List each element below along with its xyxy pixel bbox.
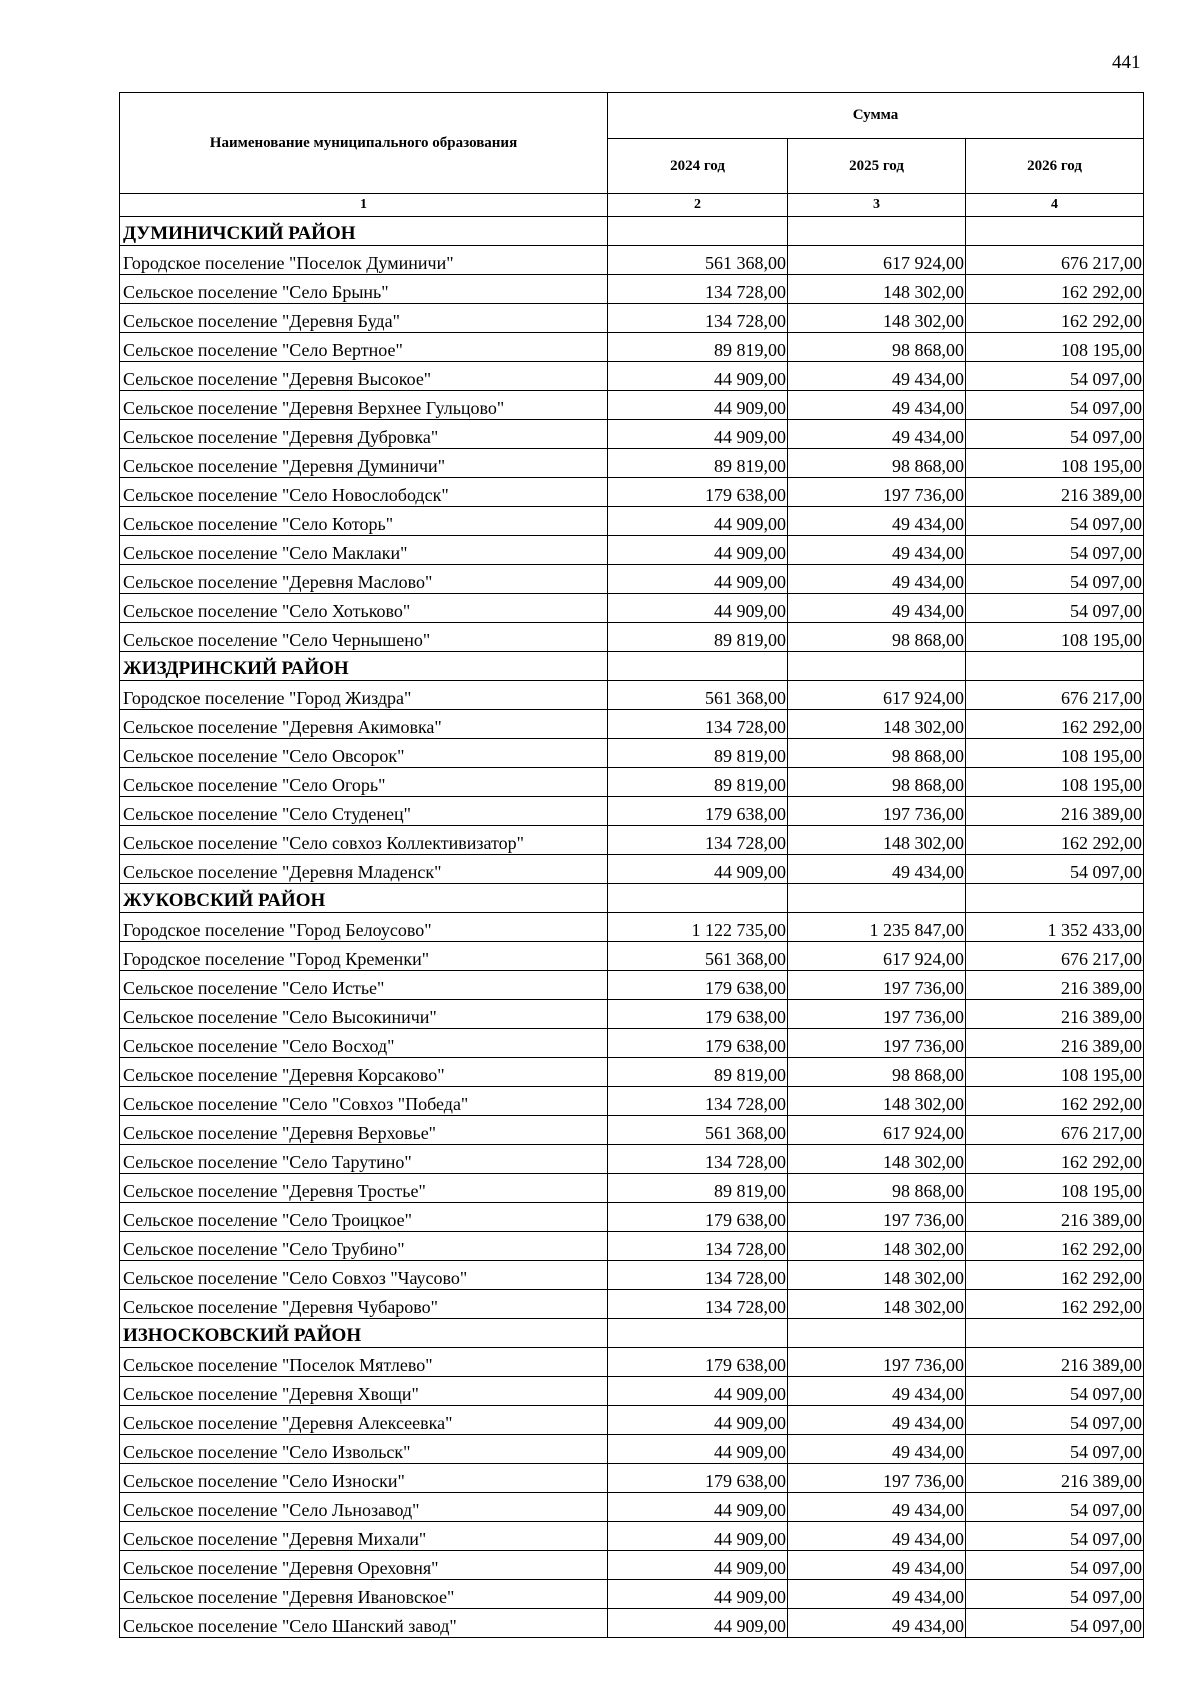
- empty-cell: [966, 1319, 1144, 1348]
- municipality-name-cell: Городское поселение "Поселок Думиничи": [120, 246, 608, 275]
- table-row: [120, 565, 1144, 594]
- table-row: [120, 1029, 1144, 1058]
- municipality-name-cell: Сельское поселение "Село Износки": [120, 1464, 608, 1493]
- table-row: [120, 275, 1144, 304]
- table-row: [120, 1087, 1144, 1116]
- table-row: [120, 681, 1144, 710]
- column-number: 3: [788, 194, 966, 217]
- amount-2024-cell: 561 368,00: [608, 246, 788, 275]
- table-row: [120, 1290, 1144, 1319]
- municipality-name-cell: Сельское поселение "Село Тарутино": [120, 1145, 608, 1174]
- amount-2025-cell: 617 924,00: [788, 1116, 966, 1145]
- municipality-name-cell: Сельское поселение "Село Хотьково": [120, 594, 608, 623]
- municipality-name-cell: Сельское поселение "Деревня Ореховня": [120, 1551, 608, 1580]
- municipality-name-cell: Сельское поселение "Деревня Михали": [120, 1522, 608, 1551]
- amount-2025-cell: 49 434,00: [788, 565, 966, 594]
- header-year-2026: 2026 год: [966, 139, 1144, 194]
- amount-2026-cell: 216 389,00: [966, 797, 1144, 826]
- district-title: ЖИЗДРИНСКИЙ РАЙОН: [120, 652, 608, 681]
- empty-cell: [788, 217, 966, 246]
- amount-2026-cell: 54 097,00: [966, 1493, 1144, 1522]
- amount-2025-cell: 148 302,00: [788, 1261, 966, 1290]
- amount-2025-cell: 49 434,00: [788, 1580, 966, 1609]
- empty-cell: [608, 1319, 788, 1348]
- amount-2024-cell: 179 638,00: [608, 971, 788, 1000]
- amount-2025-cell: 617 924,00: [788, 681, 966, 710]
- amount-2025-cell: 197 736,00: [788, 1203, 966, 1232]
- municipality-name-cell: Сельское поселение "Село Чернышено": [120, 623, 608, 652]
- amount-2025-cell: 49 434,00: [788, 536, 966, 565]
- amount-2026-cell: 216 389,00: [966, 1348, 1144, 1377]
- amount-2025-cell: 49 434,00: [788, 1551, 966, 1580]
- municipality-name-cell: Сельское поселение "Село Извольск": [120, 1435, 608, 1464]
- budget-table: [119, 92, 1144, 1638]
- column-number: 1: [120, 194, 608, 217]
- column-number: 4: [966, 194, 1144, 217]
- municipality-name-cell: Сельское поселение "Деревня Думиничи": [120, 449, 608, 478]
- table-row: [120, 1145, 1144, 1174]
- amount-2025-cell: 197 736,00: [788, 1464, 966, 1493]
- amount-2026-cell: 108 195,00: [966, 1174, 1144, 1203]
- amount-2025-cell: 49 434,00: [788, 1609, 966, 1638]
- table-row: [120, 420, 1144, 449]
- table-row: [120, 1435, 1144, 1464]
- amount-2026-cell: 54 097,00: [966, 1377, 1144, 1406]
- amount-2024-cell: 179 638,00: [608, 478, 788, 507]
- table-row: [120, 1522, 1144, 1551]
- amount-2025-cell: 49 434,00: [788, 1493, 966, 1522]
- amount-2025-cell: 197 736,00: [788, 797, 966, 826]
- amount-2025-cell: 197 736,00: [788, 1000, 966, 1029]
- amount-2024-cell: 134 728,00: [608, 1087, 788, 1116]
- table-row: [120, 507, 1144, 536]
- municipality-name-cell: Сельское поселение "Село Совхоз "Чаусово": [120, 1261, 608, 1290]
- amount-2025-cell: 148 302,00: [788, 710, 966, 739]
- table-row: [120, 913, 1144, 942]
- municipality-name-cell: Сельское поселение "Деревня Верхнее Гульцово": [120, 391, 608, 420]
- amount-2026-cell: 162 292,00: [966, 1232, 1144, 1261]
- amount-2026-cell: 162 292,00: [966, 826, 1144, 855]
- municipality-name-cell: Сельское поселение "Село Истье": [120, 971, 608, 1000]
- amount-2025-cell: 98 868,00: [788, 623, 966, 652]
- district-header-row: [120, 652, 1144, 681]
- amount-2026-cell: 54 097,00: [966, 507, 1144, 536]
- empty-cell: [966, 652, 1144, 681]
- district-title: ЖУКОВСКИЙ РАЙОН: [120, 884, 608, 913]
- amount-2025-cell: 617 924,00: [788, 942, 966, 971]
- amount-2024-cell: 44 909,00: [608, 536, 788, 565]
- amount-2025-cell: 617 924,00: [788, 246, 966, 275]
- municipality-name-cell: Сельское поселение "Деревня Акимовка": [120, 710, 608, 739]
- municipality-name-cell: Сельское поселение "Деревня Верховье": [120, 1116, 608, 1145]
- amount-2025-cell: 49 434,00: [788, 1435, 966, 1464]
- amount-2026-cell: 54 097,00: [966, 1406, 1144, 1435]
- amount-2025-cell: 1 235 847,00: [788, 913, 966, 942]
- amount-2026-cell: 108 195,00: [966, 768, 1144, 797]
- amount-2026-cell: 216 389,00: [966, 971, 1144, 1000]
- table-row: [120, 739, 1144, 768]
- district-title: ИЗНОСКОВСКИЙ РАЙОН: [120, 1319, 608, 1348]
- amount-2025-cell: 148 302,00: [788, 304, 966, 333]
- amount-2026-cell: 676 217,00: [966, 942, 1144, 971]
- amount-2024-cell: 134 728,00: [608, 710, 788, 739]
- table-row: [120, 304, 1144, 333]
- municipality-name-cell: Сельское поселение "Село Шанский завод": [120, 1609, 608, 1638]
- amount-2026-cell: 108 195,00: [966, 1058, 1144, 1087]
- amount-2026-cell: 54 097,00: [966, 1522, 1144, 1551]
- district-header-row: [120, 217, 1144, 246]
- amount-2026-cell: 108 195,00: [966, 333, 1144, 362]
- amount-2024-cell: 134 728,00: [608, 304, 788, 333]
- amount-2025-cell: 197 736,00: [788, 971, 966, 1000]
- column-numbers-row: [120, 194, 1144, 217]
- amount-2026-cell: 216 389,00: [966, 1464, 1144, 1493]
- header-year-2025: 2025 год: [788, 139, 966, 194]
- amount-2024-cell: 44 909,00: [608, 391, 788, 420]
- amount-2026-cell: 54 097,00: [966, 1435, 1144, 1464]
- amount-2024-cell: 89 819,00: [608, 1058, 788, 1087]
- header-year-2024: 2024 год: [608, 139, 788, 194]
- amount-2024-cell: 44 909,00: [608, 420, 788, 449]
- municipality-name-cell: Сельское поселение "Деревня Алексеевка": [120, 1406, 608, 1435]
- municipality-name-cell: Сельское поселение "Деревня Хвощи": [120, 1377, 608, 1406]
- amount-2024-cell: 44 909,00: [608, 594, 788, 623]
- amount-2026-cell: 676 217,00: [966, 1116, 1144, 1145]
- amount-2024-cell: 561 368,00: [608, 681, 788, 710]
- amount-2025-cell: 197 736,00: [788, 1029, 966, 1058]
- table-row: [120, 478, 1144, 507]
- amount-2024-cell: 89 819,00: [608, 333, 788, 362]
- amount-2026-cell: 54 097,00: [966, 1580, 1144, 1609]
- table-row: [120, 333, 1144, 362]
- municipality-name-cell: Сельское поселение "Село Трубино": [120, 1232, 608, 1261]
- amount-2025-cell: 148 302,00: [788, 1290, 966, 1319]
- amount-2026-cell: 54 097,00: [966, 536, 1144, 565]
- amount-2024-cell: 179 638,00: [608, 1029, 788, 1058]
- table-row: [120, 449, 1144, 478]
- amount-2026-cell: 162 292,00: [966, 1145, 1144, 1174]
- amount-2026-cell: 54 097,00: [966, 565, 1144, 594]
- amount-2024-cell: 44 909,00: [608, 1377, 788, 1406]
- municipality-name-cell: Городское поселение "Город Кременки": [120, 942, 608, 971]
- municipality-name-cell: Сельское поселение "Деревня Чубарово": [120, 1290, 608, 1319]
- municipality-name-cell: Сельское поселение "Деревня Высокое": [120, 362, 608, 391]
- amount-2026-cell: 162 292,00: [966, 1087, 1144, 1116]
- table-row: [120, 710, 1144, 739]
- amount-2024-cell: 134 728,00: [608, 1290, 788, 1319]
- municipality-name-cell: Сельское поселение "Деревня Корсаково": [120, 1058, 608, 1087]
- municipality-name-cell: Сельское поселение "Деревня Младенск": [120, 855, 608, 884]
- table-row: [120, 1580, 1144, 1609]
- municipality-name-cell: Сельское поселение "Село Новослободск": [120, 478, 608, 507]
- amount-2026-cell: 1 352 433,00: [966, 913, 1144, 942]
- amount-2024-cell: 44 909,00: [608, 1551, 788, 1580]
- amount-2024-cell: 134 728,00: [608, 1145, 788, 1174]
- empty-cell: [608, 217, 788, 246]
- amount-2026-cell: 54 097,00: [966, 362, 1144, 391]
- amount-2024-cell: 44 909,00: [608, 1435, 788, 1464]
- amount-2024-cell: 179 638,00: [608, 1348, 788, 1377]
- amount-2026-cell: 54 097,00: [966, 1609, 1144, 1638]
- table-row: [120, 768, 1144, 797]
- table-row: [120, 536, 1144, 565]
- district-header-row: [120, 1319, 1144, 1348]
- amount-2024-cell: 1 122 735,00: [608, 913, 788, 942]
- table-header: [120, 93, 1144, 217]
- empty-cell: [966, 884, 1144, 913]
- municipality-name-cell: Сельское поселение "Село Вертное": [120, 333, 608, 362]
- amount-2024-cell: 134 728,00: [608, 275, 788, 304]
- empty-cell: [608, 652, 788, 681]
- amount-2026-cell: 108 195,00: [966, 739, 1144, 768]
- table-row: [120, 1493, 1144, 1522]
- amount-2025-cell: 197 736,00: [788, 478, 966, 507]
- amount-2026-cell: 54 097,00: [966, 420, 1144, 449]
- amount-2024-cell: 89 819,00: [608, 623, 788, 652]
- district-title: ДУМИНИЧСКИЙ РАЙОН: [120, 217, 608, 246]
- amount-2026-cell: 54 097,00: [966, 855, 1144, 884]
- amount-2024-cell: 44 909,00: [608, 855, 788, 884]
- table-row: [120, 1406, 1144, 1435]
- amount-2025-cell: 49 434,00: [788, 420, 966, 449]
- municipality-name-cell: Сельское поселение "Село Которь": [120, 507, 608, 536]
- municipality-name-cell: Сельское поселение "Село совхоз Коллективизатор": [120, 826, 608, 855]
- table-row: [120, 1551, 1144, 1580]
- municipality-name-cell: Городское поселение "Город Жиздра": [120, 681, 608, 710]
- amount-2024-cell: 561 368,00: [608, 942, 788, 971]
- municipality-name-cell: Сельское поселение "Деревня Дубровка": [120, 420, 608, 449]
- amount-2025-cell: 49 434,00: [788, 855, 966, 884]
- amount-2026-cell: 162 292,00: [966, 710, 1144, 739]
- table-row: [120, 971, 1144, 1000]
- municipality-name-cell: Городское поселение "Город Белоусово": [120, 913, 608, 942]
- municipality-name-cell: Сельское поселение "Село Восход": [120, 1029, 608, 1058]
- amount-2024-cell: 134 728,00: [608, 1232, 788, 1261]
- table-row: [120, 1377, 1144, 1406]
- empty-cell: [966, 217, 1144, 246]
- table-row: [120, 1058, 1144, 1087]
- table-row: [120, 1116, 1144, 1145]
- table-row: [120, 1464, 1144, 1493]
- municipality-name-cell: Сельское поселение "Село Маклаки": [120, 536, 608, 565]
- amount-2026-cell: 676 217,00: [966, 246, 1144, 275]
- municipality-name-cell: Сельское поселение "Деревня Маслово": [120, 565, 608, 594]
- amount-2024-cell: 134 728,00: [608, 826, 788, 855]
- amount-2026-cell: 54 097,00: [966, 594, 1144, 623]
- amount-2025-cell: 98 868,00: [788, 1174, 966, 1203]
- amount-2026-cell: 162 292,00: [966, 304, 1144, 333]
- amount-2025-cell: 49 434,00: [788, 391, 966, 420]
- amount-2024-cell: 89 819,00: [608, 768, 788, 797]
- table-row: [120, 623, 1144, 652]
- amount-2024-cell: 44 909,00: [608, 507, 788, 536]
- amount-2025-cell: 148 302,00: [788, 826, 966, 855]
- amount-2024-cell: 44 909,00: [608, 362, 788, 391]
- amount-2024-cell: 179 638,00: [608, 1203, 788, 1232]
- amount-2024-cell: 44 909,00: [608, 1406, 788, 1435]
- amount-2024-cell: 179 638,00: [608, 797, 788, 826]
- amount-2026-cell: 162 292,00: [966, 1261, 1144, 1290]
- amount-2024-cell: 44 909,00: [608, 1609, 788, 1638]
- table-row: [120, 855, 1144, 884]
- table-row: [120, 391, 1144, 420]
- amount-2025-cell: 98 868,00: [788, 1058, 966, 1087]
- district-header-row: [120, 884, 1144, 913]
- amount-2024-cell: 44 909,00: [608, 1580, 788, 1609]
- header-sum: Сумма: [608, 93, 1144, 139]
- amount-2024-cell: 44 909,00: [608, 565, 788, 594]
- empty-cell: [788, 884, 966, 913]
- municipality-name-cell: Сельское поселение "Село Высокиничи": [120, 1000, 608, 1029]
- amount-2025-cell: 148 302,00: [788, 1087, 966, 1116]
- municipality-name-cell: Сельское поселение "Деревня Ивановское": [120, 1580, 608, 1609]
- table-row: [120, 942, 1144, 971]
- amount-2024-cell: 89 819,00: [608, 1174, 788, 1203]
- amount-2026-cell: 216 389,00: [966, 1000, 1144, 1029]
- table-row: [120, 1348, 1144, 1377]
- amount-2025-cell: 49 434,00: [788, 1406, 966, 1435]
- municipality-name-cell: Сельское поселение "Деревня Буда": [120, 304, 608, 333]
- empty-cell: [608, 884, 788, 913]
- amount-2025-cell: 148 302,00: [788, 275, 966, 304]
- municipality-name-cell: Сельское поселение "Поселок Мятлево": [120, 1348, 608, 1377]
- amount-2024-cell: 89 819,00: [608, 449, 788, 478]
- table-row: [120, 1232, 1144, 1261]
- amount-2025-cell: 98 868,00: [788, 739, 966, 768]
- municipality-name-cell: Сельское поселение "Село Овсорок": [120, 739, 608, 768]
- table-row: [120, 826, 1144, 855]
- column-number: 2: [608, 194, 788, 217]
- amount-2024-cell: 179 638,00: [608, 1000, 788, 1029]
- amount-2024-cell: 44 909,00: [608, 1522, 788, 1551]
- table-row: [120, 246, 1144, 275]
- amount-2026-cell: 216 389,00: [966, 1029, 1144, 1058]
- header-municipality-name: Наименование муниципального образования: [120, 93, 608, 194]
- amount-2026-cell: 216 389,00: [966, 478, 1144, 507]
- amount-2025-cell: 197 736,00: [788, 1348, 966, 1377]
- amount-2025-cell: 148 302,00: [788, 1232, 966, 1261]
- empty-cell: [788, 652, 966, 681]
- amount-2026-cell: 108 195,00: [966, 449, 1144, 478]
- amount-2026-cell: 676 217,00: [966, 681, 1144, 710]
- municipality-name-cell: Сельское поселение "Деревня Тростье": [120, 1174, 608, 1203]
- amount-2026-cell: 54 097,00: [966, 1551, 1144, 1580]
- amount-2025-cell: 49 434,00: [788, 1522, 966, 1551]
- table-row: [120, 1000, 1144, 1029]
- amount-2025-cell: 98 868,00: [788, 768, 966, 797]
- amount-2026-cell: 108 195,00: [966, 623, 1144, 652]
- amount-2025-cell: 98 868,00: [788, 333, 966, 362]
- table-row: [120, 1174, 1144, 1203]
- amount-2025-cell: 49 434,00: [788, 1377, 966, 1406]
- table-row: [120, 362, 1144, 391]
- table-body: [120, 217, 1144, 1638]
- empty-cell: [788, 1319, 966, 1348]
- page-number: 441: [1112, 52, 1141, 73]
- amount-2025-cell: 49 434,00: [788, 507, 966, 536]
- municipality-name-cell: Сельское поселение "Село Брынь": [120, 275, 608, 304]
- amount-2024-cell: 134 728,00: [608, 1261, 788, 1290]
- amount-2024-cell: 179 638,00: [608, 1464, 788, 1493]
- table-row: [120, 594, 1144, 623]
- table-row: [120, 797, 1144, 826]
- table-row: [120, 1261, 1144, 1290]
- table-row: [120, 1609, 1144, 1638]
- municipality-name-cell: Сельское поселение "Село Льнозавод": [120, 1493, 608, 1522]
- amount-2025-cell: 49 434,00: [788, 362, 966, 391]
- amount-2025-cell: 49 434,00: [788, 594, 966, 623]
- amount-2026-cell: 162 292,00: [966, 275, 1144, 304]
- table-row: [120, 1203, 1144, 1232]
- amount-2024-cell: 561 368,00: [608, 1116, 788, 1145]
- amount-2024-cell: 89 819,00: [608, 739, 788, 768]
- municipality-name-cell: Сельское поселение "Село Студенец": [120, 797, 608, 826]
- municipality-name-cell: Сельское поселение "Село "Совхоз "Победа": [120, 1087, 608, 1116]
- amount-2026-cell: 216 389,00: [966, 1203, 1144, 1232]
- amount-2026-cell: 162 292,00: [966, 1290, 1144, 1319]
- municipality-name-cell: Сельское поселение "Село Троицкое": [120, 1203, 608, 1232]
- amount-2026-cell: 54 097,00: [966, 391, 1144, 420]
- municipality-name-cell: Сельское поселение "Село Огорь": [120, 768, 608, 797]
- amount-2025-cell: 98 868,00: [788, 449, 966, 478]
- amount-2024-cell: 44 909,00: [608, 1493, 788, 1522]
- amount-2025-cell: 148 302,00: [788, 1145, 966, 1174]
